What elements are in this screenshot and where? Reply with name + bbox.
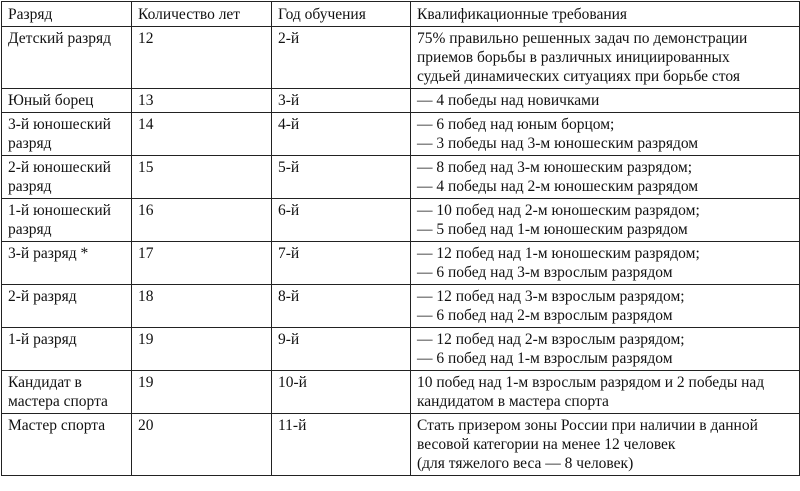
- requirement-line: 10 побед над 1-м взрослым разрядом и 2 победы над: [417, 374, 765, 391]
- years-cell: 17: [132, 242, 272, 285]
- header-requirements: Квалификационные требования: [411, 2, 800, 27]
- study-year-cell: 7-й: [272, 242, 411, 285]
- requirement-line: судьей динамических ситуациях при борьбе стоя: [417, 68, 740, 85]
- study-year-cell: 3-й: [272, 89, 411, 113]
- rank-cell: Мастер спорта: [2, 414, 132, 476]
- requirement-line: — 12 побед над 1-м юношеским разрядом;: [417, 245, 700, 262]
- rank-cell: 3-й юношеский разряд: [2, 113, 132, 156]
- requirements-cell: [411, 27, 800, 89]
- study-year-cell: 10-й: [272, 371, 411, 414]
- requirements-cell: [411, 199, 800, 242]
- years-cell: 16: [132, 199, 272, 242]
- requirement-line: — 6 побед над 2-м взрослым разрядом: [417, 307, 673, 324]
- requirement-line: весовой категории на менее 12 человек: [417, 436, 676, 453]
- table-row: [2, 89, 800, 113]
- years-cell: 15: [132, 156, 272, 199]
- table-body: [2, 27, 800, 476]
- rank-cell: Детский разряд: [2, 27, 132, 89]
- table-row: [2, 242, 800, 285]
- years-cell: 12: [132, 27, 272, 89]
- study-year-cell: 4-й: [272, 113, 411, 156]
- requirement-line: — 12 побед над 3-м взрослым разрядом;: [417, 288, 685, 305]
- table-row: [2, 113, 800, 156]
- requirement-line: — 12 побед над 2-м взрослым разрядом;: [417, 331, 685, 348]
- study-year-cell: 5-й: [272, 156, 411, 199]
- table-row: [2, 199, 800, 242]
- rank-cell: 1-й юношеский разряд: [2, 199, 132, 242]
- requirements-cell: [411, 89, 800, 113]
- table-row: [2, 328, 800, 371]
- rank-cell: 2-й разряд: [2, 285, 132, 328]
- years-cell: 20: [132, 414, 272, 476]
- requirement-line: 75% правильно решенных задач по демонстрации: [417, 30, 748, 47]
- requirement-line: — 6 побед над юным борцом;: [417, 116, 615, 133]
- header-rank: Разряд: [2, 2, 132, 27]
- study-year-cell: 6-й: [272, 199, 411, 242]
- study-year-cell: 11-й: [272, 414, 411, 476]
- requirement-line: — 8 побед над 3-м юношеским разрядом;: [417, 159, 692, 176]
- requirements-cell: [411, 414, 800, 476]
- requirement-line: — 5 побед над 1-м юношеским разрядом: [417, 221, 688, 238]
- requirement-line: — 10 побед над 2-м юношеским разрядом;: [417, 202, 700, 219]
- years-cell: 19: [132, 371, 272, 414]
- requirement-line: — 6 побед над 1-м взрослым разрядом: [417, 350, 673, 367]
- requirement-line: — 4 победы над 2-м юношеским разрядом: [417, 178, 699, 195]
- requirement-line: — 4 победы над новичками: [417, 92, 600, 109]
- requirements-cell: [411, 113, 800, 156]
- requirement-line: — 3 победы над 3-м юношеским разрядом: [417, 135, 699, 152]
- study-year-cell: 9-й: [272, 328, 411, 371]
- requirement-line: приемов борьбы в различных инициированных: [417, 49, 730, 66]
- rank-cell: Кандидат в мастера спорта: [2, 371, 132, 414]
- years-cell: 14: [132, 113, 272, 156]
- header-study-year: Год обучения: [272, 2, 411, 27]
- header-years: Количество лет: [132, 2, 272, 27]
- rank-cell: 3-й разряд *: [2, 242, 132, 285]
- years-cell: 13: [132, 89, 272, 113]
- requirements-cell: [411, 285, 800, 328]
- requirement-line: — 6 побед над 3-м взрослым разрядом: [417, 264, 673, 281]
- table-row: [2, 285, 800, 328]
- requirement-line: (для тяжелого веса — 8 человек): [417, 455, 634, 472]
- qualification-table: [1, 1, 800, 476]
- years-cell: 19: [132, 328, 272, 371]
- requirements-cell: [411, 371, 800, 414]
- requirement-line: Стать призером зоны России при наличии в данной: [417, 417, 758, 434]
- years-cell: 18: [132, 285, 272, 328]
- table-header-row: [2, 2, 800, 27]
- rank-cell: Юный борец: [2, 89, 132, 113]
- table-row: [2, 156, 800, 199]
- study-year-cell: 8-й: [272, 285, 411, 328]
- table-row: [2, 371, 800, 414]
- table-row: [2, 414, 800, 476]
- requirements-cell: [411, 242, 800, 285]
- table-row: [2, 27, 800, 89]
- study-year-cell: 2-й: [272, 27, 411, 89]
- requirement-line: кандидатом в мастера спорта: [417, 393, 609, 410]
- requirements-cell: [411, 328, 800, 371]
- rank-cell: 2-й юношеский разряд: [2, 156, 132, 199]
- requirements-cell: [411, 156, 800, 199]
- rank-cell: 1-й разряд: [2, 328, 132, 371]
